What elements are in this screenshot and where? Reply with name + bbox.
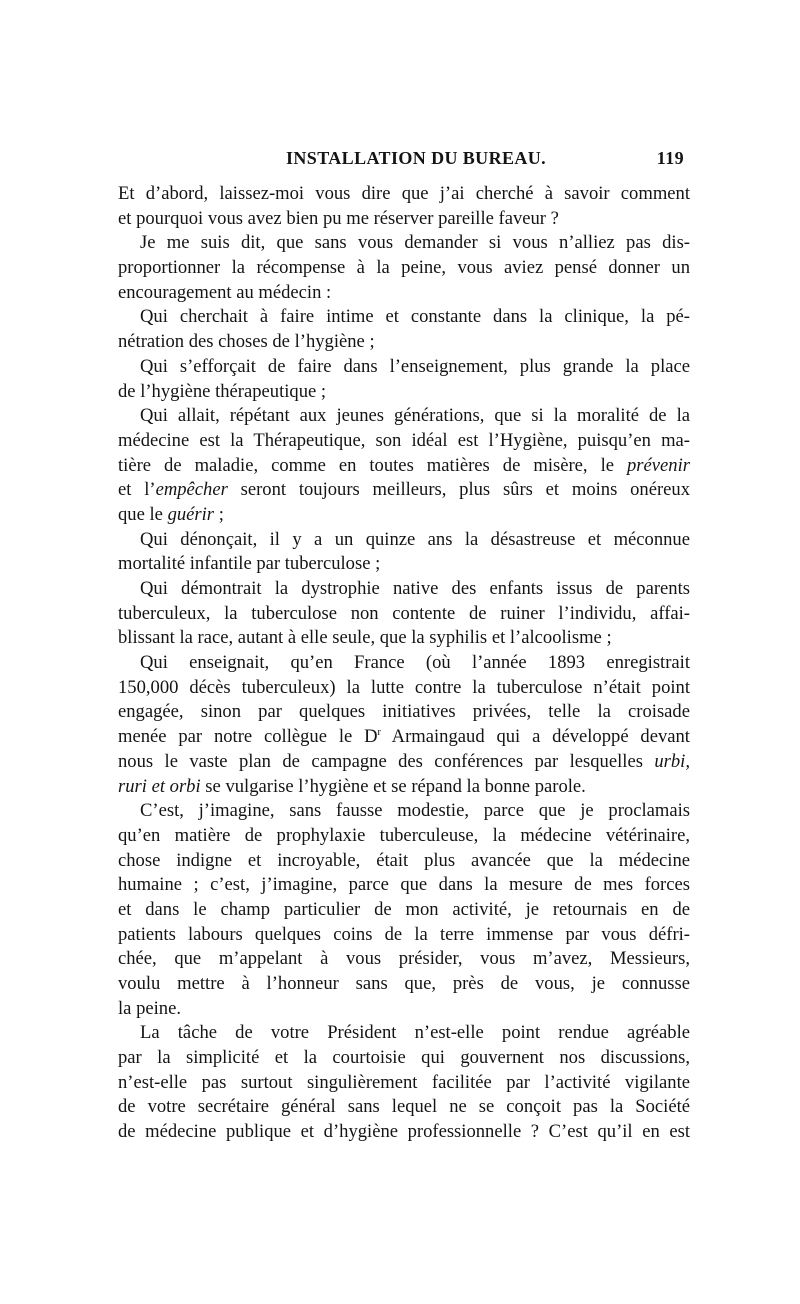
text-line: n’est-elle pas surtout singulièrement facilitée par l’activité vigilante	[118, 1071, 690, 1093]
paragraph	[118, 577, 690, 651]
italic-word: guérir	[167, 503, 215, 525]
text-line: chose indigne et incroyable, était plus avancée que la médecine	[118, 849, 690, 871]
text-line	[118, 454, 690, 479]
text-line: et dans le champ particulier de mon activité, je retournais en de	[118, 898, 690, 920]
text-line	[118, 478, 690, 503]
text-line: nétration des choses de l’hygiène ;	[118, 331, 375, 353]
text-line	[118, 775, 690, 800]
line-text: que le	[118, 503, 168, 525]
text-line: Qui dénonçait, il y a un quinze ans la désastreuse et méconnue	[140, 528, 690, 550]
paragraph	[118, 528, 690, 577]
text-line	[118, 503, 690, 528]
italic-word: ruri et orbi	[118, 775, 201, 797]
italic-word: urbi,	[654, 750, 690, 772]
superscript: r	[377, 727, 381, 739]
running-header	[118, 148, 684, 178]
text-line: de médecine publique et d’hygiène professionnelle ? C’est qu’il en est	[118, 1121, 690, 1143]
paragraph	[118, 182, 690, 231]
text-line	[118, 725, 690, 750]
line-text: et l’	[118, 479, 156, 501]
line-text: Armaingaud qui a développé devant	[380, 726, 690, 748]
line-text: nous le vaste plan de campagne des conférences par lesquelles	[118, 750, 655, 772]
paragraph	[118, 305, 690, 354]
text-line: C’est, j’imagine, sans fausse modestie, parce que je proclamais	[140, 800, 690, 822]
text-line: Qui démontrait la dystrophie native des enfants issus de parents	[140, 578, 690, 599]
text-line: voulu mettre à l’honneur sans que, près de vous, je connusse	[118, 973, 690, 994]
text-line: encouragement au médecin :	[118, 281, 332, 303]
text-line: mortalité infantile par tuberculose ;	[118, 553, 381, 575]
paragraph	[118, 651, 690, 799]
text-line: Qui s’efforçait de faire dans l’enseignement, plus grande la place	[140, 355, 690, 377]
line-text: tière de maladie, comme en toutes matières de misère, le	[118, 454, 627, 476]
italic-word: prévenir	[627, 454, 690, 476]
paragraph	[118, 799, 690, 1021]
text-line: Qui cherchait à faire intime et constante dans la clinique, la pé-	[140, 306, 690, 328]
text-line: de l’hygiène thérapeutique ;	[118, 380, 327, 402]
text-line: tuberculeux, la tuberculose non contente de ruiner l’individu, affai-	[118, 602, 690, 624]
text-line: médecine est la Thérapeutique, son idéal est l’Hygiène, puisqu’en ma-	[118, 429, 690, 451]
text-line: humaine ; c’est, j’imagine, parce que dans la mesure de mes forces	[118, 874, 690, 896]
page-text	[118, 182, 690, 1145]
text-line: 150,000 décès tuberculeux) la lutte contre la tuberculose n’était point	[118, 676, 690, 698]
paragraph	[118, 404, 690, 527]
text-line: patients labours quelques coins de la terre immense par vous défri-	[118, 923, 690, 945]
page-number: 119	[656, 148, 684, 168]
paragraph	[118, 1021, 690, 1144]
text-line: et pourquoi vous avez bien pu me réserver pareille faveur ?	[118, 207, 559, 229]
text-line: Qui allait, répétant aux jeunes générations, que si la moralité de la	[140, 405, 690, 427]
line-text: menée par notre collègue le D	[118, 726, 378, 748]
running-title: INSTALLATION DU BUREAU.	[286, 148, 547, 168]
text-line: chée, que m’appelant à vous présider, vous m’avez, Messieurs,	[118, 948, 690, 970]
line-text: se vulgarise l’hygiène et se répand la bonne parole.	[200, 775, 586, 797]
text-line: proportionner la récompense à la peine, vous aviez pensé donner un	[118, 257, 690, 279]
text-line: La tâche de votre Président n’est-elle point rendue agréable	[140, 1022, 690, 1044]
text-line: par la simplicité et la courtoisie qui gouvernent nos discussions,	[118, 1047, 690, 1069]
text-line: qu’en matière de prophylaxie tuberculeuse, la médecine vétérinaire,	[118, 824, 690, 846]
italic-word: empêcher	[155, 479, 228, 501]
text-line: Je me suis dit, que sans vous demander si vous n’alliez pas dis-	[140, 232, 690, 254]
text-line: Qui enseignait, qu’en France (où l’année 1893 enregistrait	[140, 652, 690, 674]
text-line: Et d’abord, laissez-moi vous dire que j’ai cherché à savoir comment	[118, 183, 690, 204]
line-text: ;	[214, 503, 224, 525]
text-line: blissant la race, autant à elle seule, que la syphilis et l’alcoolisme ;	[118, 627, 612, 649]
text-line	[118, 750, 690, 775]
line-text: seront toujours meilleurs, plus sûrs et moins onéreux	[227, 479, 690, 501]
text-line: la peine.	[118, 997, 181, 1019]
paragraph	[118, 355, 690, 404]
text-line: de votre secrétaire général sans lequel ne se conçoit pas la Société	[118, 1096, 690, 1118]
text-line: engagée, sinon par quelques initiatives privées, telle la croisade	[118, 701, 690, 723]
paragraph	[118, 231, 690, 305]
